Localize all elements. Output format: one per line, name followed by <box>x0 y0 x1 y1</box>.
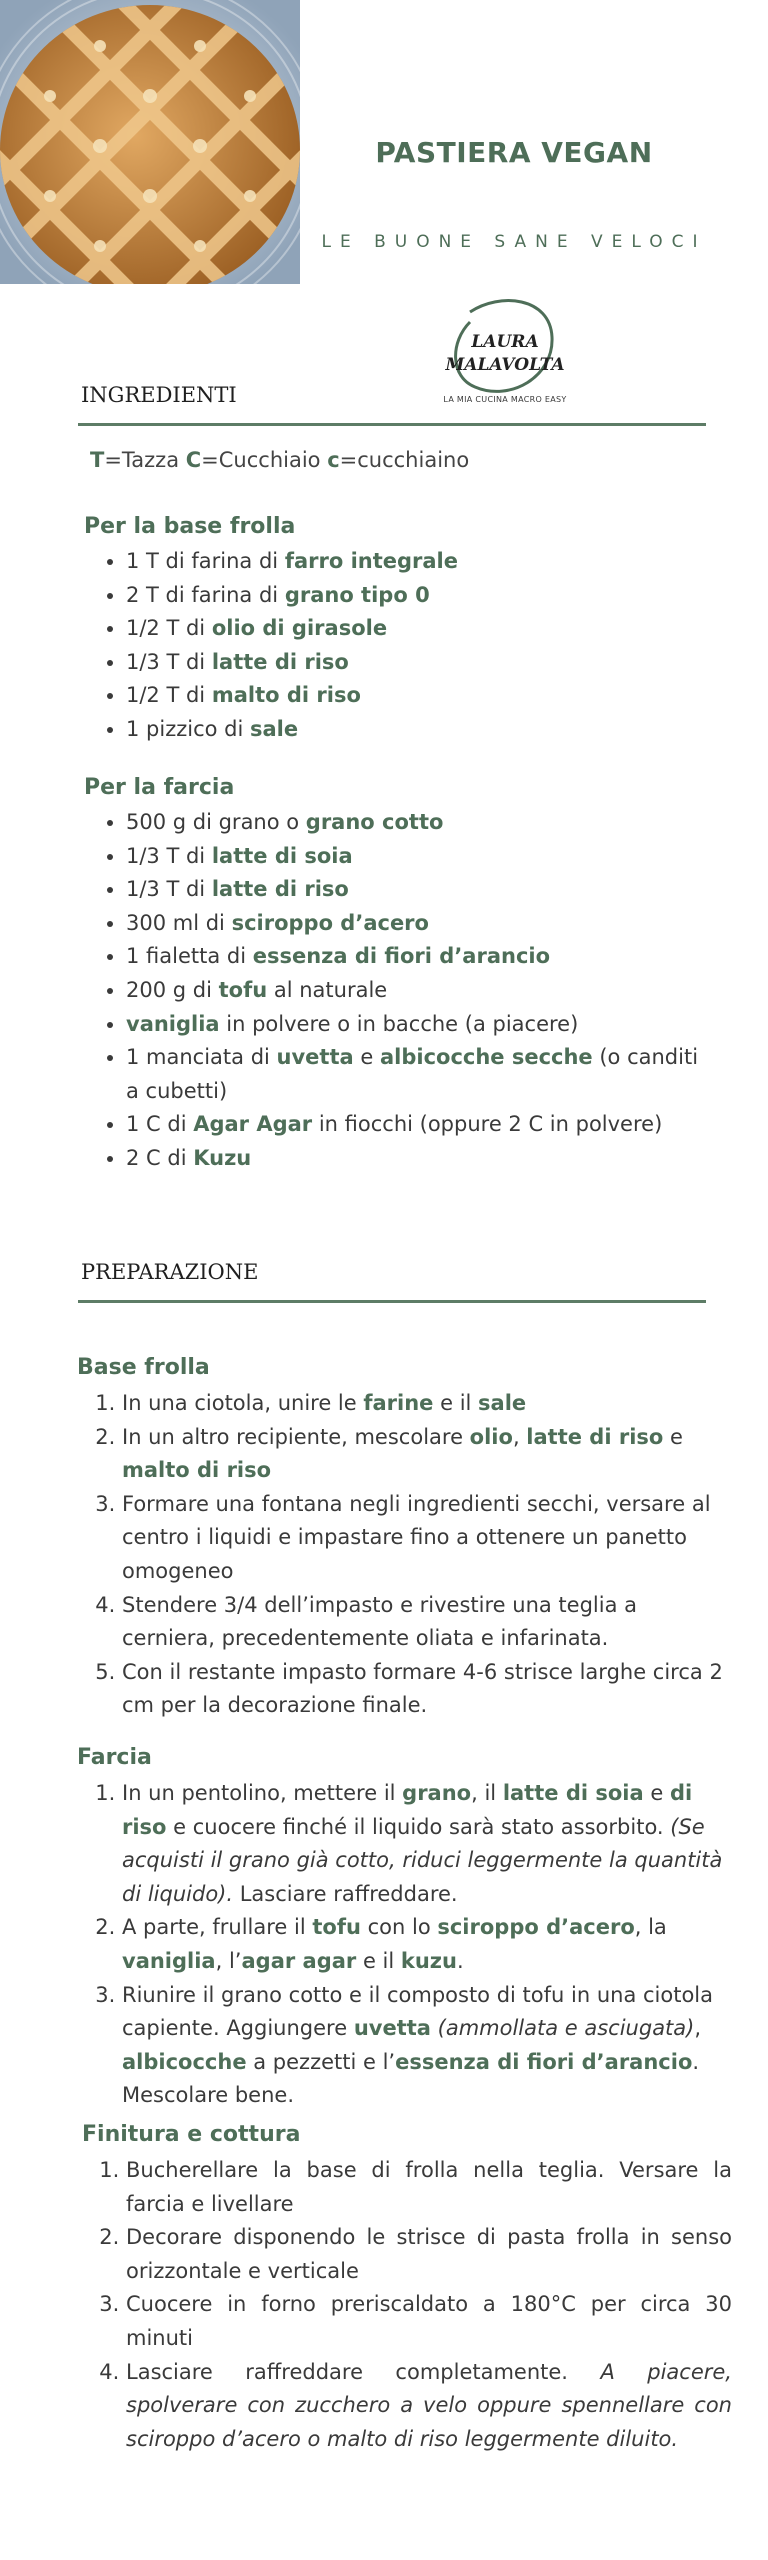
farcia-ingredients-list <box>96 806 716 1176</box>
legend-val-C: =Cucchiaio <box>201 448 328 472</box>
logo-line1: LAURA <box>471 332 539 352</box>
plain-text: (o canditi a cubetti) <box>126 1045 699 1103</box>
units-legend <box>90 448 469 472</box>
plain-text: in fiocchi (oppure 2 C in polvere) <box>312 1112 663 1137</box>
highlight-text: farine <box>363 1391 434 1415</box>
highlight-text: latte di riso <box>211 877 349 902</box>
plain-text: 1 manciata di <box>126 1045 277 1070</box>
highlight-text: tofu <box>218 977 268 1002</box>
plain-text: e il <box>356 1948 401 1973</box>
ingredient-item <box>126 679 716 713</box>
highlight-text: vaniglia <box>126 1011 220 1036</box>
step-item <box>122 1488 732 1589</box>
preparazione-divider <box>78 1300 706 1303</box>
plain-text: , il <box>471 1781 503 1805</box>
ingredienti-heading: INGREDIENTI <box>81 383 237 407</box>
plain-text: e cuocere finché il liquido sarà stato assorbito. <box>166 1814 671 1839</box>
ingredient-item <box>126 873 716 907</box>
brand-logo <box>430 292 580 410</box>
highlight-text: latte di soia <box>211 843 353 868</box>
plain-text: Lasciare raffreddare. <box>233 1881 458 1906</box>
plain-text: a pezzetti e l’ <box>246 2049 396 2074</box>
highlight-text: olio <box>469 1424 513 1449</box>
plain-text: Cuocere in forno preriscaldato a 180°C per circa 30 minuti <box>126 2292 732 2350</box>
base-frolla-ingredients-title: Per la base frolla <box>84 514 296 539</box>
step-item <box>122 1589 732 1656</box>
highlight-text: malto di riso <box>211 683 361 708</box>
plain-text: . <box>456 1948 464 1973</box>
step-item <box>126 2356 732 2457</box>
plain-text: e <box>663 1424 683 1449</box>
highlight-text: sciroppo d’acero <box>231 910 429 935</box>
step-item <box>122 1387 732 1421</box>
plain-text: 1 pizzico di <box>126 716 250 741</box>
highlight-text: sale <box>250 716 299 741</box>
highlight-text: essenza di fiori d’arancio <box>252 944 551 969</box>
highlight-text: uvetta <box>276 1045 354 1070</box>
plain-text: , <box>512 1424 527 1449</box>
ingredienti-divider <box>78 423 706 426</box>
recipe-title: PASTIERA VEGAN <box>375 136 653 169</box>
ingredient-item <box>126 646 716 680</box>
plain-text: in polvere o in bacche (a piacere) <box>219 1011 579 1036</box>
italic-note: (Se acquisti il grano già cotto, riduci leggermente la quantità di liquido). <box>122 1814 723 1906</box>
highlight-text: grano cotto <box>305 810 444 834</box>
plain-text: . Mescolare bene. <box>122 2049 700 2108</box>
plain-text: con lo <box>360 1915 438 1940</box>
plain-text: Decorare disponendo le strisce di pasta frolla in senso orizzontale e verticale <box>126 2225 732 2283</box>
plain-text: 1/2 T di <box>126 616 212 641</box>
plain-text: Bucherellare la base di frolla nella teglia. Versare la farcia e livellare <box>126 2158 732 2216</box>
pastiera-photo <box>0 0 300 284</box>
ingredient-item <box>126 1008 716 1042</box>
highlight-text: uvetta <box>353 2016 431 2041</box>
italic-note: (ammollata e asciugata) <box>430 2016 695 2041</box>
highlight-text: kuzu <box>400 1948 457 1973</box>
highlight-text: sciroppo d’acero <box>437 1915 635 1940</box>
highlight-text: di riso <box>122 1781 693 1839</box>
plain-text: Formare una fontana negli ingredienti secchi, versare al centro i liquidi e impastare fino a ottenere un panetto omogeneo <box>122 1491 711 1583</box>
plain-text: 500 g di grano o <box>126 810 306 834</box>
plain-text: e <box>643 1781 670 1805</box>
plain-text: 1/2 T di <box>126 683 212 708</box>
ingredient-item <box>126 840 716 874</box>
ingredient-item <box>126 1108 716 1142</box>
step-item <box>122 1911 732 1978</box>
plain-text: In un altro recipiente, mescolare <box>122 1424 470 1449</box>
legend-key-C: C <box>185 448 202 472</box>
highlight-text: latte di riso <box>211 649 349 674</box>
plain-text: Riunire il grano cotto e il composto di tofu in una ciotola capiente. Aggiungere <box>122 1982 714 2041</box>
plain-text: Stendere 3/4 dell’impasto e rivestire una teglia a cerniera, precedentemente oliata e infarinata. <box>122 1592 637 1651</box>
ingredient-item <box>126 545 716 579</box>
ingredient-item <box>126 940 716 974</box>
logo-line2: MALAVOLTA <box>445 355 565 375</box>
farcia-ingredients-title: Per la farcia <box>84 775 235 800</box>
plain-text: 1 C di <box>126 1112 194 1137</box>
farcia-prep-title: Farcia <box>77 1745 152 1770</box>
ingredient-item <box>126 612 716 646</box>
plain-text: e il <box>433 1391 479 1415</box>
highlight-text: albicocche <box>122 2049 247 2074</box>
plain-text: e <box>353 1045 380 1070</box>
plain-text: 1/3 T di <box>126 843 212 868</box>
plain-text: 300 ml di <box>126 910 232 935</box>
preparazione-heading: PREPARAZIONE <box>81 1260 259 1284</box>
highlight-text: vaniglia <box>122 1948 216 1973</box>
step-item <box>122 1656 732 1723</box>
highlight-text: albicocche secche <box>379 1045 593 1070</box>
plain-text: Lasciare raffreddare completamente. <box>126 2359 601 2384</box>
plain-text: 2 C di <box>126 1145 194 1170</box>
highlight-text: Agar Agar <box>193 1112 313 1137</box>
plain-text: 2 T di farina di <box>126 582 285 607</box>
step-item <box>126 2221 732 2288</box>
highlight-text: latte di riso <box>526 1424 664 1449</box>
ingredient-item <box>126 806 716 840</box>
highlight-text: grano <box>402 1781 472 1805</box>
highlight-text: Kuzu <box>193 1145 252 1170</box>
plain-text: , la <box>634 1915 667 1940</box>
plain-text: al naturale <box>267 977 388 1002</box>
plain-text: 1 fialetta di <box>126 944 253 969</box>
step-item <box>126 2288 732 2355</box>
plain-text: Con il restante impasto formare 4-6 strisce larghe circa 2 cm per la decorazione finale. <box>122 1659 723 1718</box>
logo-subtitle: LA MIA CUCINA MACRO EASY <box>443 395 567 404</box>
ingredient-item <box>126 1142 716 1176</box>
highlight-text: sale <box>478 1391 527 1415</box>
finitura-title: Finitura e cottura <box>82 2122 301 2147</box>
tagline: LE BUONE SANE VELOCI <box>321 232 707 252</box>
base-frolla-steps <box>80 1387 732 1723</box>
plain-text: 200 g di <box>126 977 219 1002</box>
step-item <box>122 1777 732 1911</box>
plain-text: 1/3 T di <box>126 649 212 674</box>
plain-text: In un pentolino, mettere il <box>122 1781 403 1805</box>
step-item <box>126 2154 732 2221</box>
highlight-text: essenza di fiori d’arancio <box>395 2049 693 2074</box>
legend-val-c: =cucchiaino <box>339 448 470 472</box>
farcia-steps <box>80 1777 732 2113</box>
plain-text: , <box>694 2016 702 2041</box>
plain-text: 1/3 T di <box>126 877 212 902</box>
ingredient-item <box>126 974 716 1008</box>
step-item <box>122 1421 732 1488</box>
legend-val-t: =Tazza <box>104 448 186 472</box>
highlight-text: grano tipo 0 <box>284 582 430 607</box>
legend-key-c: c <box>327 448 340 472</box>
plain-text: 1 T di farina di <box>126 549 285 573</box>
finitura-steps <box>84 2154 732 2456</box>
ingredient-item <box>126 907 716 941</box>
italic-note: A piacere, spolverare con zucchero a velo oppure spennellare con sciroppo d’acero o malto di riso leggermente diluito. <box>126 2359 732 2451</box>
step-item <box>122 1979 732 2113</box>
highlight-text: olio di girasole <box>211 616 388 641</box>
highlight-text: agar agar <box>241 1948 357 1973</box>
ingredient-item <box>126 579 716 613</box>
highlight-text: latte di soia <box>502 1781 644 1805</box>
plain-text: A parte, frullare il <box>122 1915 313 1940</box>
highlight-text: malto di riso <box>122 1458 272 1483</box>
base-frolla-ingredients-list <box>96 545 716 747</box>
ingredient-item <box>126 1041 716 1108</box>
plain-text: , l’ <box>215 1948 242 1973</box>
legend-key-t: T <box>90 448 105 472</box>
highlight-text: farro integrale <box>284 549 459 573</box>
base-frolla-prep-title: Base frolla <box>77 1355 210 1380</box>
ingredient-item <box>126 713 716 747</box>
highlight-text: tofu <box>312 1915 361 1940</box>
plain-text: In una ciotola, unire le <box>122 1391 364 1415</box>
